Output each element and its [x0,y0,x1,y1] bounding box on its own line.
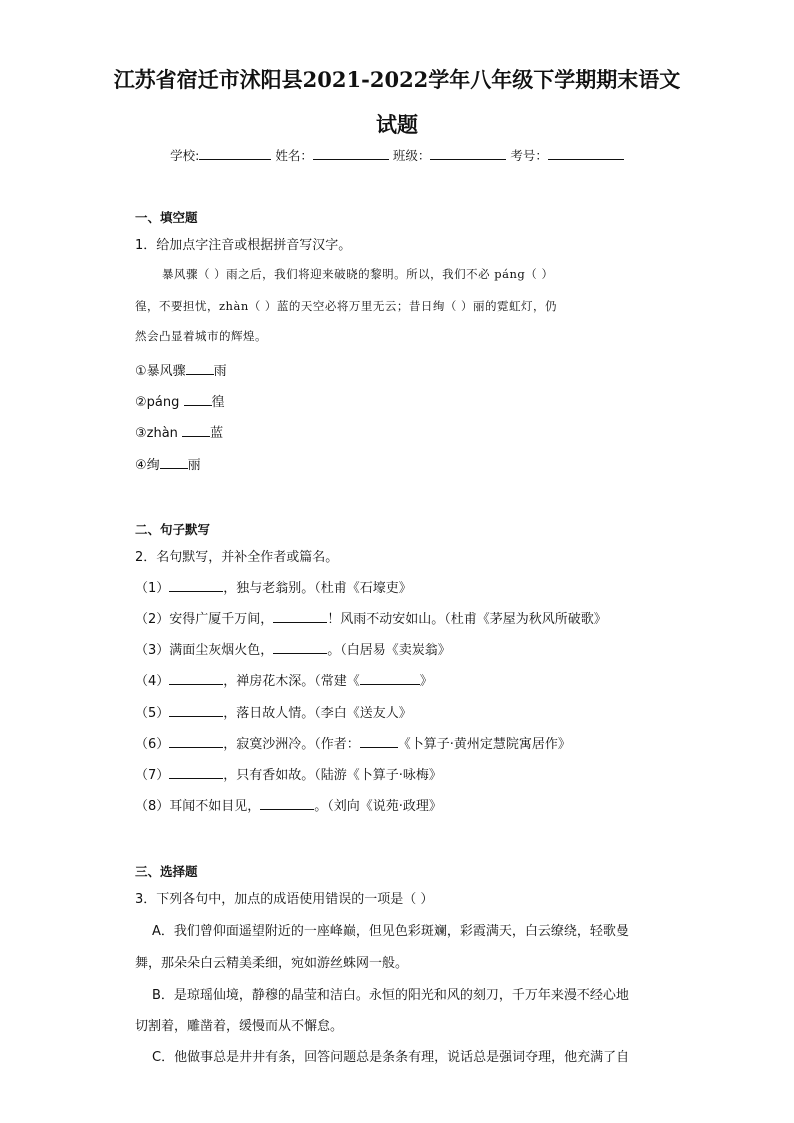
answer-blank[interactable] [169,671,223,685]
q2-item-5: （5） ，落日故人情。（李白《送友人》 [135,702,412,721]
answer-blank[interactable] [273,640,327,654]
answer-blank[interactable] [169,765,223,779]
q2-item-4: （4） ，禅房花木深。（常建《 》 [135,670,433,689]
q1-item-4: ④绚 丽 [135,454,201,473]
author-blank[interactable] [360,734,398,748]
name-blank[interactable] [313,147,389,160]
school-label: 学校: [170,148,200,163]
title-blank[interactable] [360,671,420,685]
option-b-line-2: 切割着，雕凿着，缓慢而从不懈怠。 [135,1019,344,1034]
section-heading-choice: 三、选择题 [135,864,198,879]
question-1-prompt: 1．给加点字注音或根据拼音写汉字。 [135,238,352,253]
q2-item-7: （7） ，只有香如故。（陆游《卜算子·咏梅》 [135,764,442,783]
class-blank[interactable] [430,147,506,160]
section-heading-dictation: 二、句子默写 [135,522,211,537]
option-a-line-2: 舞，那朵朵白云精美柔细，宛如游丝蛛网一般。 [135,956,409,971]
question-2-prompt: 2．名句默写，并补全作者或篇名。 [135,550,339,565]
option-b-line-1[interactable]: B．是琼瑶仙境，静穆的晶莹和洁白。永恒的阳光和风的刻刀，千万年来漫不经心地 [152,988,629,1003]
option-a-line-1[interactable]: A．我们曾仰面遥望附近的一座峰巅，但见色彩斑斓，彩霞满天，白云缭绕，轻歌曼 [152,924,629,939]
passage-line-1: 暴风骤（ ）雨之后，我们将迎来破晓的黎明。所以，我们不必 páng（ ） [162,267,554,281]
q2-item-1: （1） ，独与老翁别。（杜甫《石壕吏》 [135,577,412,596]
q2-item-6: （6） ，寂寞沙洲冷。（作者： 《卜算子·黄州定慧院寓居作》 [135,733,571,752]
answer-blank[interactable] [182,423,210,437]
q1-item-3: ③zhàn 蓝 [135,422,223,441]
answer-blank[interactable] [169,703,223,717]
answer-blank[interactable] [186,361,214,375]
school-blank[interactable] [199,147,271,160]
exam-title-line2: 试题 [376,112,418,137]
q1-item-1: ①暴风骤 雨 [135,360,227,379]
passage-line-2: 徨，不要担忧，zhàn（ ）蓝的天空必将万里无云；昔日绚（ ）丽的霓虹灯，仍 [135,299,558,313]
passage-line-3: 然会凸显着城市的辉煌。 [135,329,267,343]
name-label: 姓名： [275,148,313,163]
q2-item-8: （8）耳闻不如目见， 。（刘向《说苑·政理》 [135,795,442,814]
answer-blank[interactable] [169,734,223,748]
section-heading-fill: 一、填空题 [135,210,198,225]
answer-blank[interactable] [160,455,188,469]
exam-title-line1: 江苏省宿迁市沭阳县2021-2022学年八年级下学期期末语文 [113,67,681,92]
exam-number-label: 考号： [510,148,548,163]
exam-number-blank[interactable] [548,147,624,160]
answer-blank[interactable] [184,392,212,406]
q1-item-2: ②páng 徨 [135,391,225,410]
question-3-prompt: 3．下列各句中，加点的成语使用错误的一项是（ ） [135,892,434,907]
answer-blank[interactable] [260,796,314,810]
answer-blank[interactable] [273,609,327,623]
answer-blank[interactable] [169,578,223,592]
q2-item-2: （2）安得广厦千万间， ！风雨不动安如山。（杜甫《茅屋为秋风所破歌》 [135,608,607,627]
class-label: 班级： [392,148,431,163]
option-c-line-1[interactable]: C．他做事总是井井有条，回答问题总是条条有理，说话总是强词夺理，他充满了自 [152,1050,630,1065]
q2-item-3: （3）满面尘灰烟火色， 。（白居易《卖炭翁》 [135,639,451,658]
student-info-row [0,146,794,164]
